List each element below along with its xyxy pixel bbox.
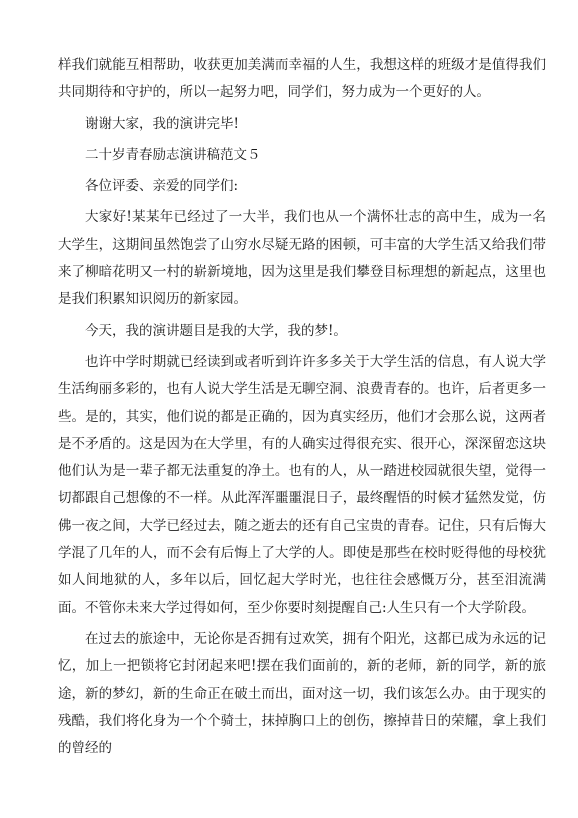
document-page [58,52,546,766]
section-title: 二十岁青春励志演讲稿范文５ [85,146,261,163]
salutation: 各位评委、亲爱的同学们: [85,178,239,195]
paragraph-5: 大家好!某某年已经过了一大半，我们也从一个满怀壮志的高中生，成为一名大学生，这期间虽然饱尝了山穷水尽疑无路的困顿，可丰富的大学生活又给我们带来了柳暗花明又一村的崭新境地，因为这里是我们攀登目标理想的新起点，这里也是我们积累知识阅历的新家园。 [58,209,546,308]
paragraph-2: 谢谢大家，我的演讲完毕! [85,115,239,132]
paragraph-6: 今天，我的演讲题目是我的大学，我的梦!。 [85,322,347,339]
paragraph-7: 也许中学时期就已经读到或者听到许许多多关于大学生活的信息，有人说大学生活绚丽多彩的，也有人说大学生活是无聊空洞、浪费青春的。也许，后者更多一些。是的，其实，他们说的都是正确的，因为真实经历，他们才会那么说，这两者是不矛盾的。这是因为在大学里，有的人确实过得很充实、很开心，深深留恋这块他们认为是一辈子都无法重复的净土。也有的人，从一踏进校园就很失望，觉得一切都跟自己想像的不一样。从此浑浑噩噩混日子，最终醒悟的时候才猛然发觉，仿佛一夜之间，大学已经过去，随之逝去的还有自己宝贵的青春。记住，只有后悔大学混了几年的人，而不会有后悔上了大学的人。即使是那些在校时贬得他的母校犹如人间地狱的人，多年以后，回忆起大学时光，也往往会感慨万分，甚至泪流满面。不管你未来大学过得如何，至少你要时刻提醒自己:人生只有一个大学阶段。 [58,353,546,616]
paragraph-1: 样我们就能互相帮助，收获更加美满而幸福的人生，我想这样的班级才是值得我们共同期待和守护的，所以一起努力吧，同学们，努力成为一个更好的人。 [58,57,546,101]
paragraph-8: 在过去的旅途中，无论你是否拥有过欢笑，拥有个阳光，这都已成为永远的记忆，加上一把锁将它封闭起来吧!摆在我们面前的，新的老师，新的同学，新的旅途，新的梦幻，新的生命正在破土而出，面对这一切，我们该怎么办。由于现实的残酷，我们将化身为一个个骑士，抹掉胸口上的创伤，擦掉昔日的荣耀，拿上我们的曾经的 [58,630,546,757]
